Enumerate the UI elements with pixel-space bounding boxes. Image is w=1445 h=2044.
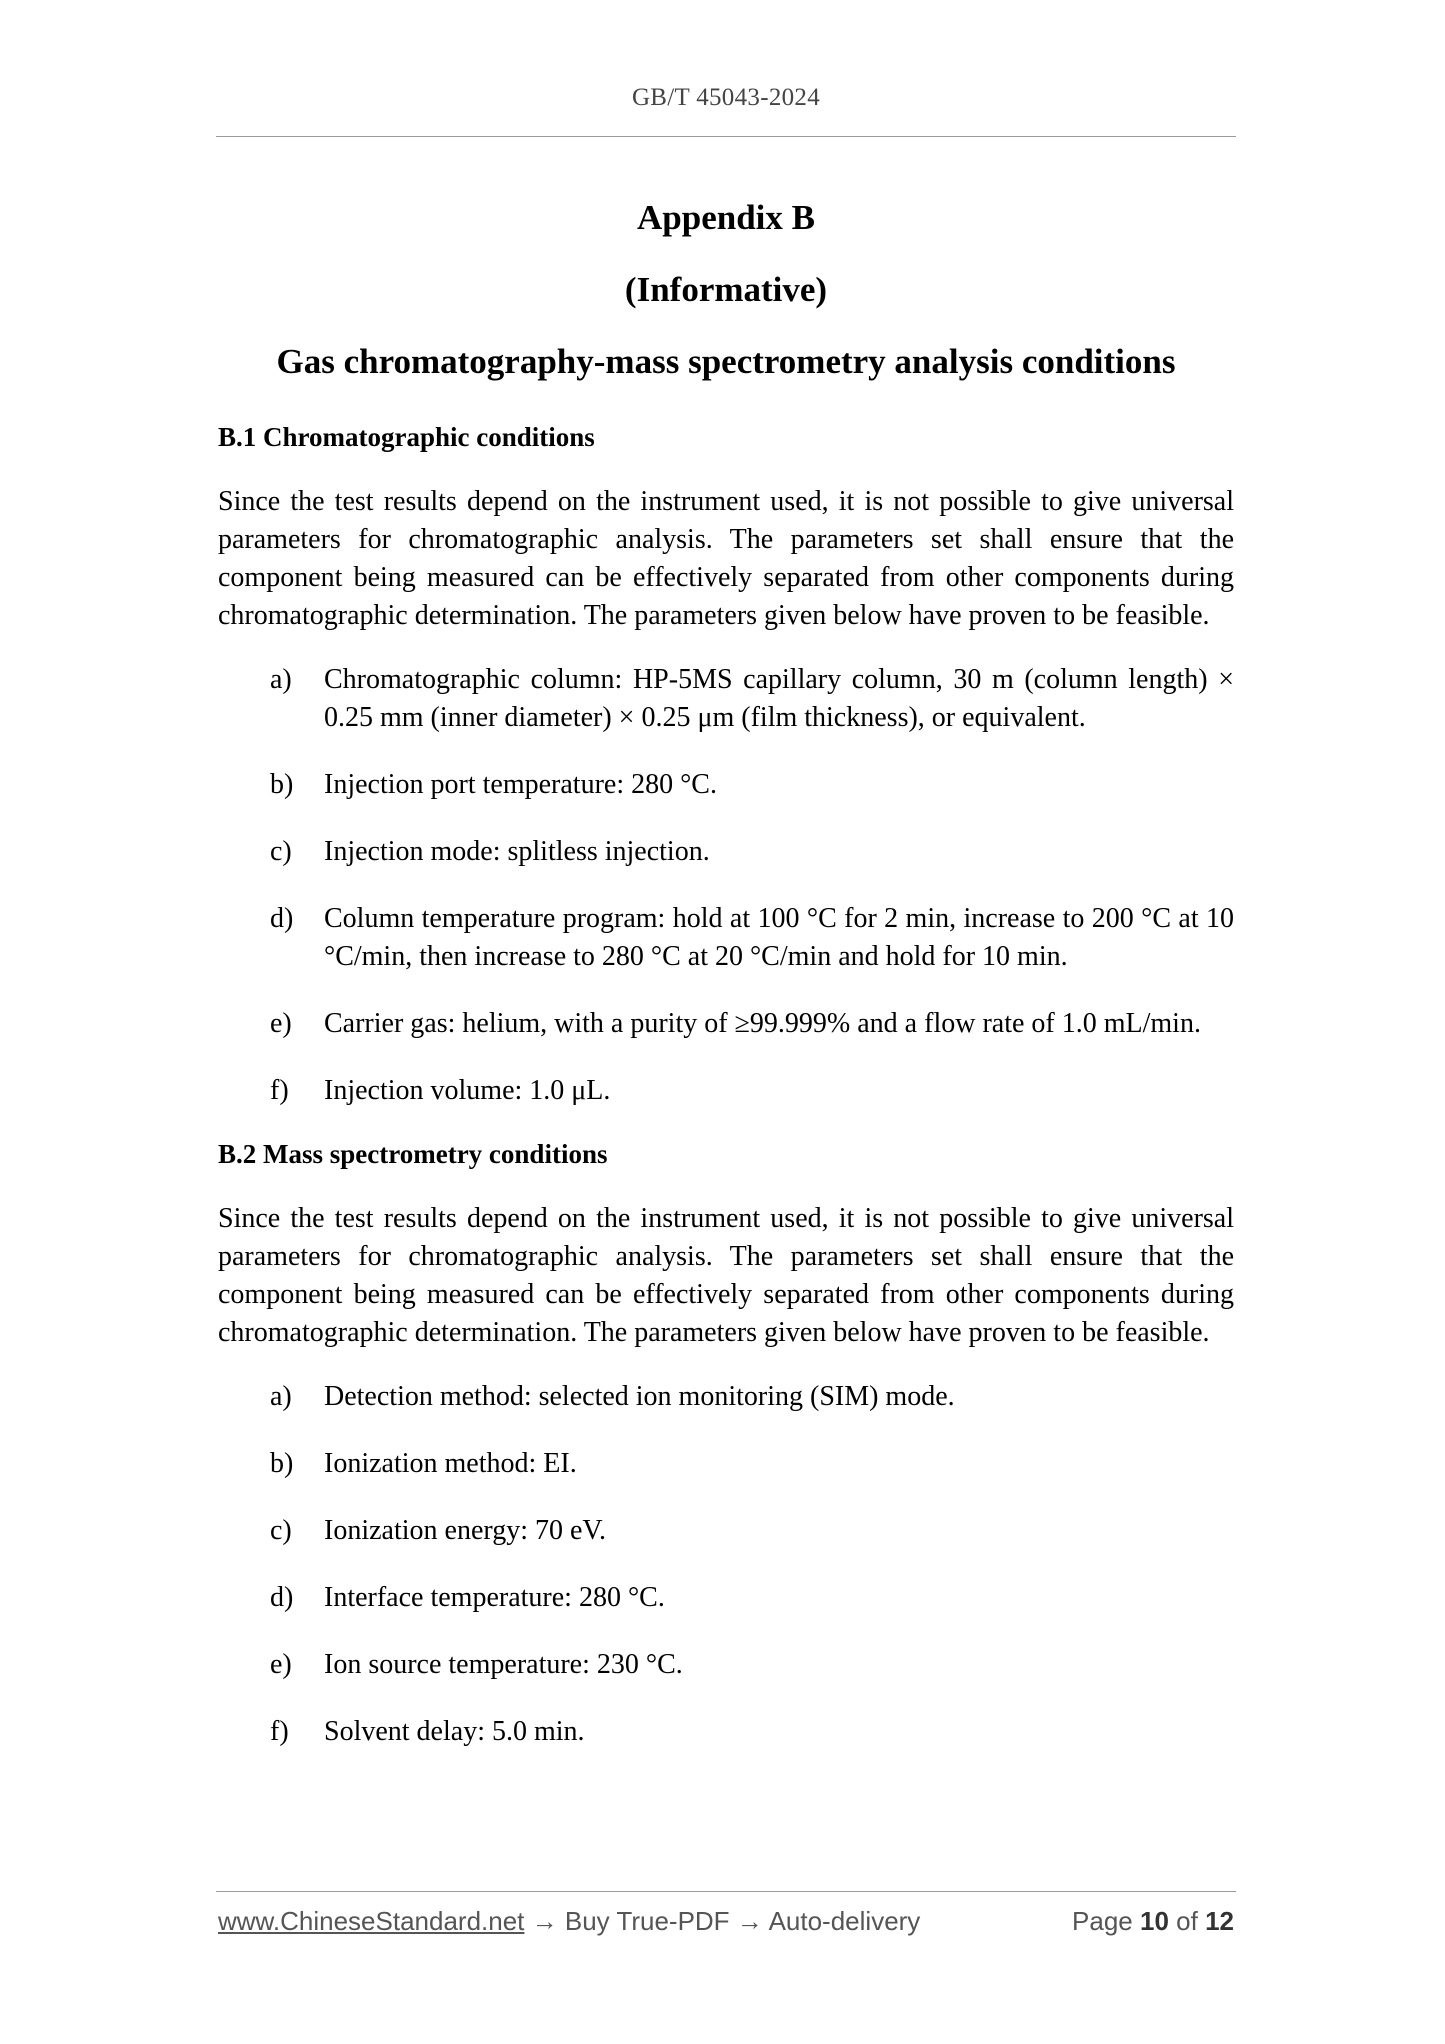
list-marker: c): [270, 1515, 292, 1546]
list-item: [218, 661, 1234, 737]
list-marker: a): [270, 1381, 292, 1412]
list-item: [218, 766, 1234, 804]
section-heading-b1: B.1 Chromatographic conditions: [218, 422, 595, 452]
appendix-title: Appendix B: [637, 198, 815, 237]
list-marker: b): [270, 769, 294, 800]
list-item-text: Ionization energy: 70 eV.: [324, 1515, 607, 1546]
list-item: [218, 1713, 1234, 1751]
section-heading-b2: B.2 Mass spectrometry conditions: [218, 1139, 608, 1169]
section-b2-intro: Since the test results depend on the instrument used, it is not possible to give universal parameters for chromatographic analysis. The parameters set shall ensure that the component being measured can be effectively separated from other components during chromatographic determination. The parameters given below have proven to be feasible.: [218, 1203, 1234, 1348]
header-divider: [216, 136, 1236, 137]
list-item-text: Interface temperature: 280 °C.: [324, 1582, 665, 1613]
list-marker: e): [270, 1649, 292, 1680]
footer-divider: [216, 1891, 1236, 1892]
list-item: [218, 1646, 1234, 1684]
list-marker: e): [270, 1008, 292, 1039]
footer-promo: [218, 1906, 920, 1937]
list-marker: a): [270, 664, 292, 695]
list-item: [218, 833, 1234, 871]
list-item-text: Ion source temperature: 230 °C.: [324, 1649, 683, 1680]
list-item-text: Detection method: selected ion monitoring (SIM) mode.: [324, 1381, 955, 1412]
list-item-text: Injection mode: splitless injection.: [324, 836, 710, 867]
list-marker: d): [270, 1582, 294, 1613]
list-item-text: Ionization method: EI.: [324, 1448, 577, 1479]
list-item: [218, 1005, 1234, 1043]
list-item: [218, 1579, 1234, 1617]
list-item-text: Injection port temperature: 280 °C.: [324, 769, 717, 800]
section-b1-intro: Since the test results depend on the instrument used, it is not possible to give universal parameters for chromatographic analysis. The parameters set shall ensure that the component being measured can be effectively separated from other components during chromatographic determination. The parameters given below have proven to be feasible.: [218, 486, 1234, 631]
footer-promo-text: → Buy True-PDF → Auto-delivery: [524, 1906, 921, 1936]
list-item: [218, 900, 1234, 976]
website-link[interactable]: www.ChineseStandard.net: [218, 1906, 525, 1936]
list-item-text: Injection volume: 1.0 μL.: [324, 1075, 611, 1106]
list-item-text: Chromatographic column: HP-5MS capillary column, 30 m (column length) × 0.25 mm (inner diameter) × 0.25 μm (film thickness), or equivalent.: [324, 664, 1234, 733]
document-number-header: GB/T 45043-2024: [631, 84, 821, 111]
list-marker: b): [270, 1448, 294, 1479]
page-of-label: of: [1176, 1906, 1198, 1936]
list-marker: d): [270, 903, 294, 934]
list-item: [218, 1445, 1234, 1483]
list-item-text: Column temperature program: hold at 100 °C for 2 min, increase to 200 °C at 10 °C/min, then increase to 280 °C at 20 °C/min and hold for 10 min.: [324, 903, 1234, 972]
list-item: [218, 1072, 1234, 1110]
list-item-text: Carrier gas: helium, with a purity of ≥99.999% and a flow rate of 1.0 mL/min.: [324, 1008, 1201, 1039]
list-marker: f): [270, 1075, 289, 1106]
appendix-subject: Gas chromatography-mass spectrometry analysis conditions: [276, 342, 1176, 381]
mass-spectrometry-conditions-list: [218, 1378, 1234, 1751]
page-label: Page: [1072, 1906, 1133, 1936]
list-marker: c): [270, 836, 292, 867]
list-item: [218, 1378, 1234, 1416]
page-current: 10: [1140, 1906, 1169, 1936]
chromatographic-conditions-list: [218, 661, 1234, 1110]
list-item: [218, 1512, 1234, 1550]
list-item-text: Solvent delay: 5.0 min.: [324, 1716, 585, 1747]
page-total: 12: [1205, 1906, 1234, 1936]
list-marker: f): [270, 1716, 289, 1747]
page-footer: [218, 1906, 1234, 1937]
page-content: [218, 190, 1234, 1780]
page-indicator: [1072, 1906, 1234, 1937]
appendix-type: (Informative): [624, 270, 828, 309]
